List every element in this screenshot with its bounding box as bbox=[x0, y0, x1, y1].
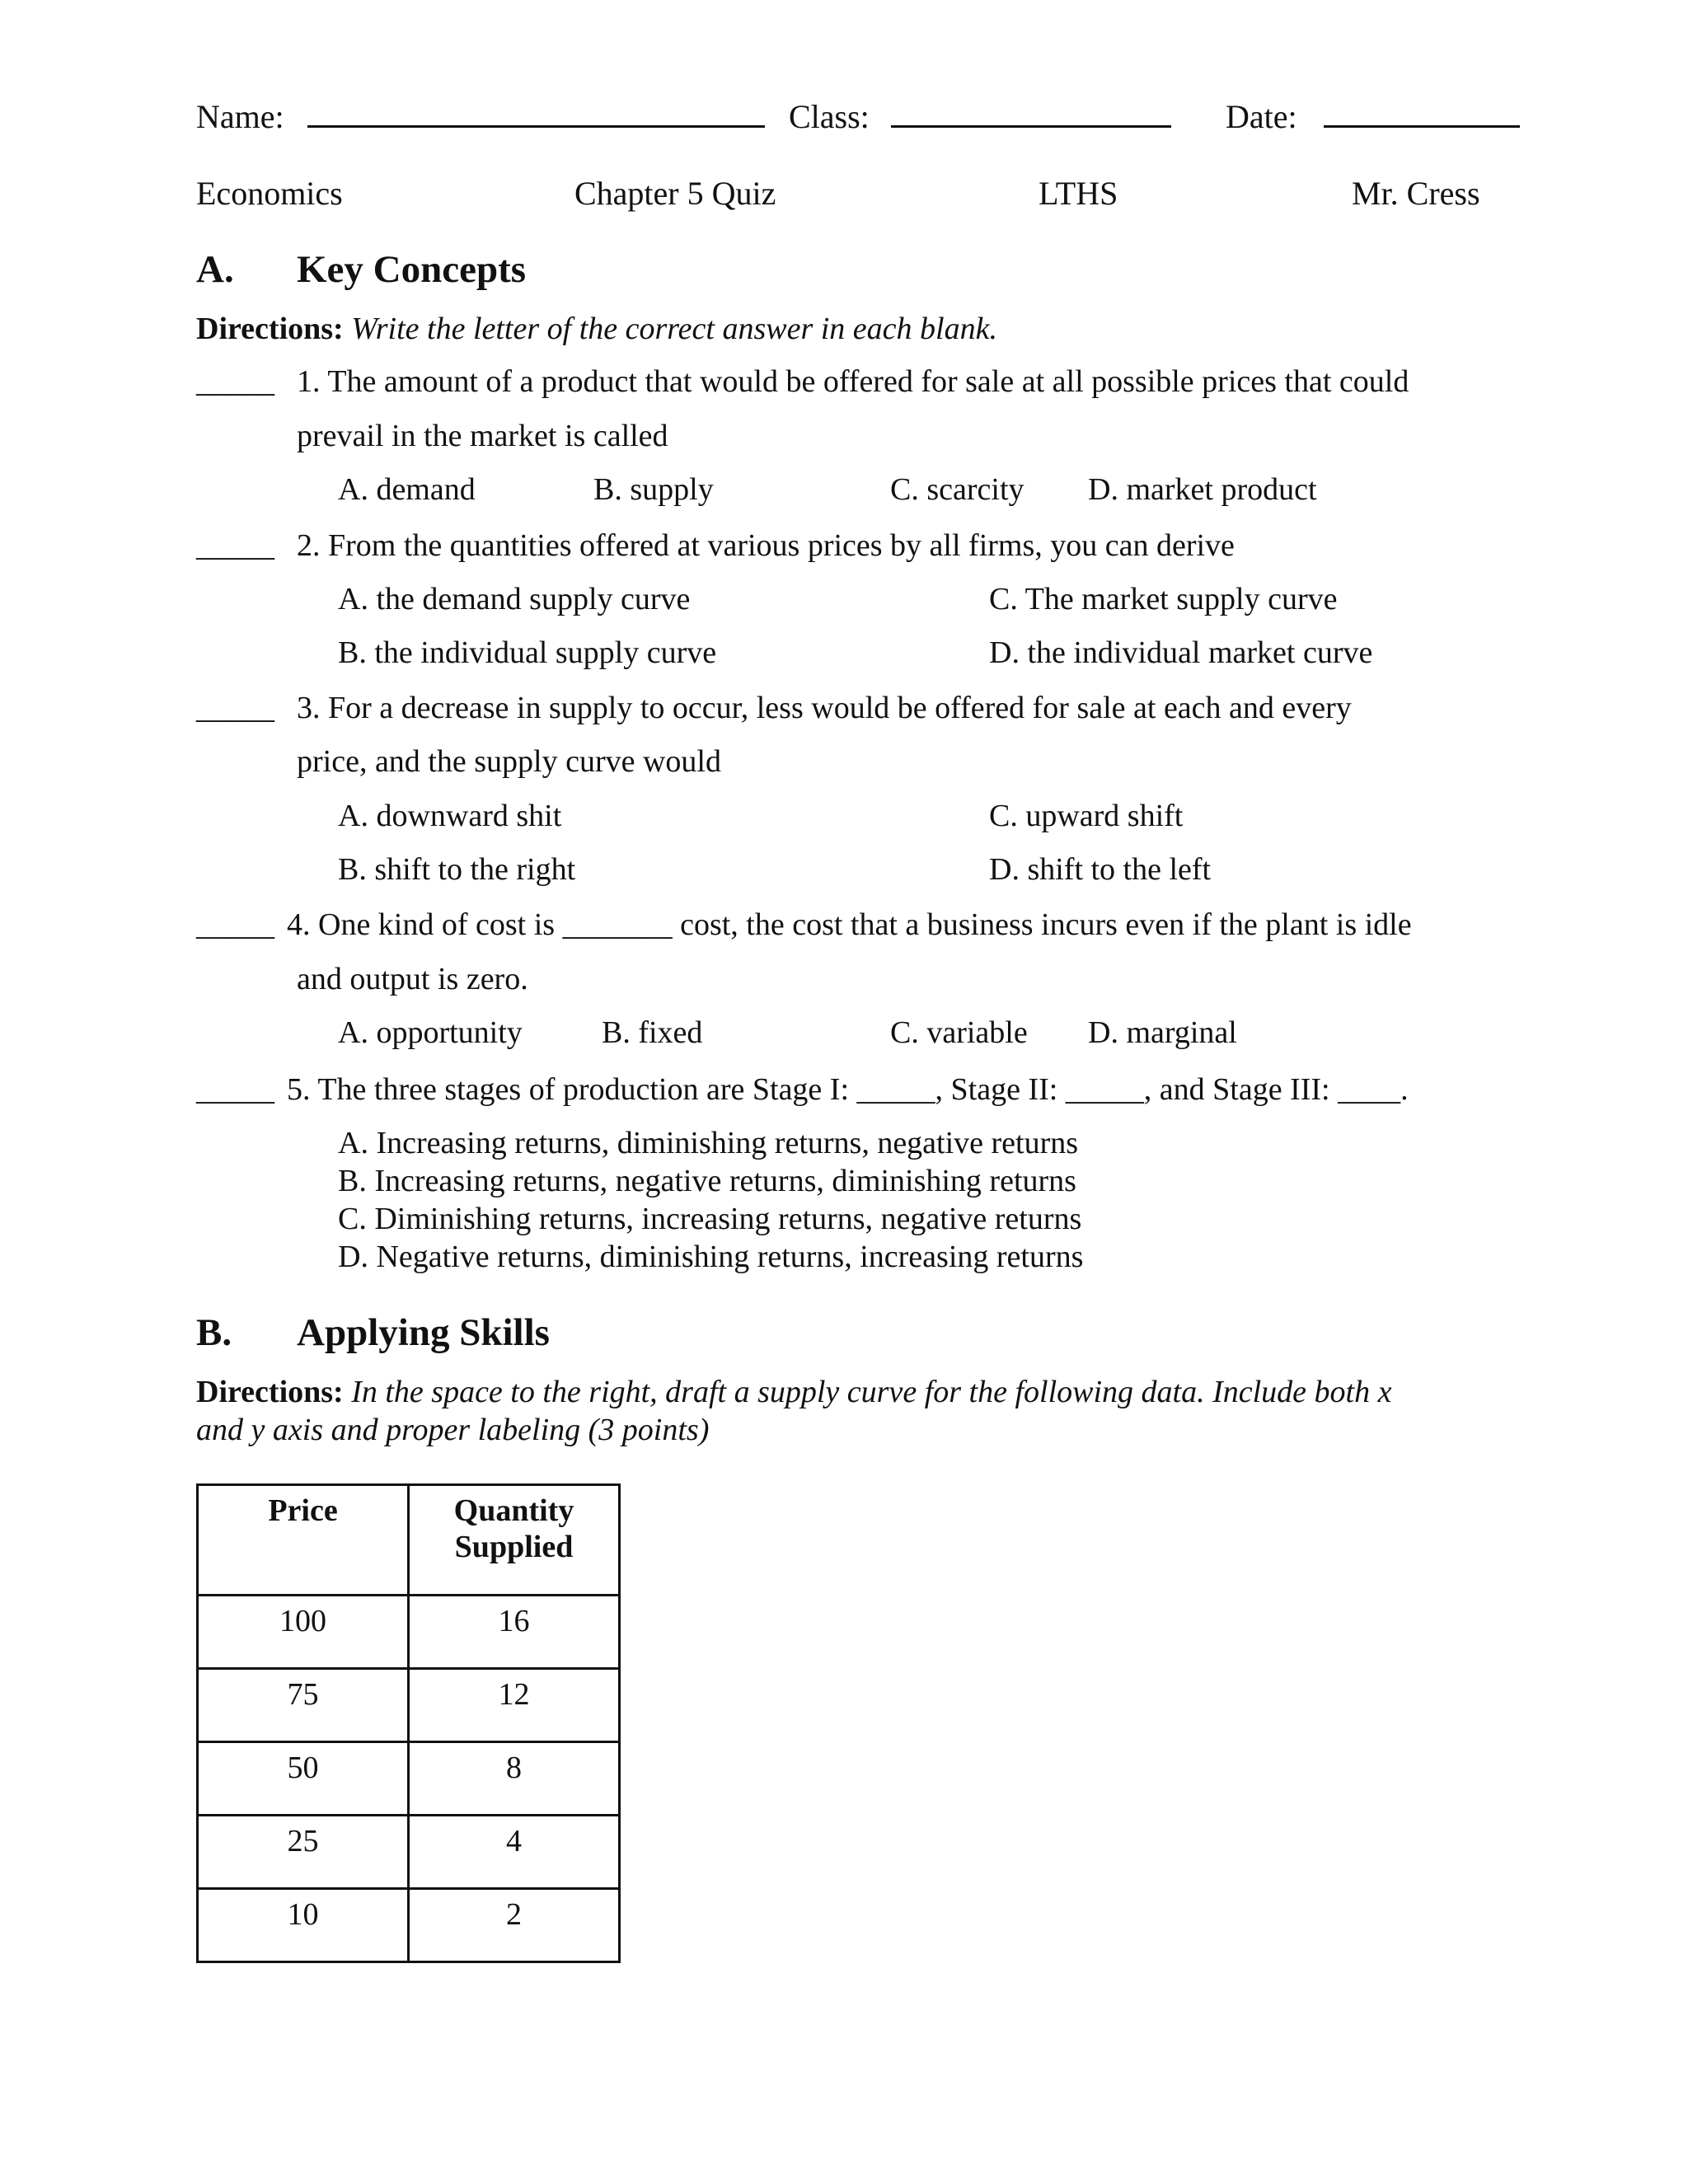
name-blank[interactable] bbox=[307, 125, 765, 128]
directions-text: Write the letter of the correct answer in each blank. bbox=[351, 312, 997, 346]
table-row bbox=[198, 1889, 620, 1962]
quantity-cell: 2 bbox=[409, 1889, 620, 1962]
class-field bbox=[789, 97, 1171, 136]
section-b-directions-label: Directions: bbox=[196, 1375, 344, 1409]
q1-option-b: B. supply bbox=[593, 472, 714, 507]
section-b-directions-line2: and y axis and proper labeling (3 points) bbox=[196, 1413, 710, 1447]
class-label: Class: bbox=[789, 98, 870, 135]
q3-answer-blank[interactable]: _____ bbox=[196, 691, 274, 725]
subject: Economics bbox=[196, 175, 343, 212]
q1-text-line1: 1. The amount of a product that would be offered for sale at all possible prices that could bbox=[297, 364, 1409, 399]
school: LTHS bbox=[1039, 175, 1118, 212]
q4-inline-blank[interactable]: _______ bbox=[562, 907, 673, 942]
q3-text-line2: price, and the supply curve would bbox=[297, 744, 721, 779]
q4-text-line2: and output is zero. bbox=[297, 962, 528, 996]
q4-text-part2: cost, the cost that a business incurs even if the plant is idle bbox=[680, 907, 1412, 942]
price-cell: 25 bbox=[198, 1816, 409, 1889]
q5-option-d: D. Negative returns, diminishing returns, increasing returns bbox=[338, 1240, 1084, 1274]
q3-option-a: A. downward shit bbox=[338, 799, 562, 833]
q1-option-c: C. scarcity bbox=[890, 472, 1025, 507]
q3-option-d: D. shift to the left bbox=[989, 852, 1212, 887]
quantity-cell: 8 bbox=[409, 1742, 620, 1816]
supply-data-table bbox=[196, 1483, 621, 1963]
name-label: Name: bbox=[196, 98, 284, 135]
quantity-cell: 12 bbox=[409, 1669, 620, 1742]
date-label: Date: bbox=[1226, 98, 1297, 135]
date-field bbox=[1226, 97, 1520, 136]
q2-option-b: B. the individual supply curve bbox=[338, 635, 717, 670]
q5-text-line1: 5. The three stages of production are Stage I: _____, Stage II: _____, and Stage III: ____. bbox=[287, 1072, 1409, 1107]
q5-option-b: B. Increasing returns, negative returns, diminishing returns bbox=[338, 1164, 1076, 1198]
price-cell: 10 bbox=[198, 1889, 409, 1962]
q1-text-line2: prevail in the market is called bbox=[297, 419, 668, 453]
section-b-letter: B. bbox=[196, 1311, 232, 1354]
q4-option-b: B. fixed bbox=[602, 1015, 703, 1050]
q1-option-a: A. demand bbox=[338, 472, 476, 507]
price-cell: 50 bbox=[198, 1742, 409, 1816]
quiz-title: Chapter 5 Quiz bbox=[574, 175, 776, 212]
q2-answer-blank[interactable]: _____ bbox=[196, 528, 274, 563]
class-blank[interactable] bbox=[891, 125, 1171, 128]
q2-option-c: C. The market supply curve bbox=[989, 582, 1338, 616]
table-header-row bbox=[198, 1485, 620, 1596]
name-field bbox=[196, 97, 765, 136]
table-row bbox=[198, 1596, 620, 1669]
table-row bbox=[198, 1742, 620, 1816]
price-cell: 75 bbox=[198, 1669, 409, 1742]
price-header: Price bbox=[198, 1485, 409, 1596]
q3-option-b: B. shift to the right bbox=[338, 852, 576, 887]
directions-label: Directions: bbox=[196, 312, 344, 346]
quantity-cell: 4 bbox=[409, 1816, 620, 1889]
q5-answer-blank[interactable]: _____ bbox=[196, 1072, 274, 1107]
q2-text-line1: 2. From the quantities offered at various prices by all firms, you can derive bbox=[297, 528, 1235, 563]
q3-text-line1: 3. For a decrease in supply to occur, less would be offered for sale at each and every bbox=[297, 691, 1352, 725]
section-b-directions-line1 bbox=[196, 1374, 1391, 1410]
section-b-title: Applying Skills bbox=[297, 1311, 550, 1354]
teacher: Mr. Cress bbox=[1352, 175, 1480, 212]
table-row bbox=[198, 1669, 620, 1742]
quantity-supplied-header bbox=[409, 1485, 620, 1596]
section-a-letter: A. bbox=[196, 248, 234, 291]
q2-option-d: D. the individual market curve bbox=[989, 635, 1373, 670]
q4-answer-blank[interactable]: _____ bbox=[196, 907, 274, 942]
q3-option-c: C. upward shift bbox=[989, 799, 1184, 833]
section-a-directions bbox=[196, 311, 997, 347]
section-b-directions-text1: In the space to the right, draft a supply curve for the following data. Include both x bbox=[351, 1375, 1392, 1409]
q4-text-part1: 4. One kind of cost is bbox=[287, 907, 556, 942]
section-a-title: Key Concepts bbox=[297, 248, 527, 291]
q4-text-line1 bbox=[287, 907, 1412, 943]
q4-option-d: D. marginal bbox=[1088, 1015, 1237, 1050]
date-blank[interactable] bbox=[1324, 125, 1520, 128]
q5-option-a: A. Increasing returns, diminishing returns, negative returns bbox=[338, 1126, 1079, 1160]
quantity-supplied-header-text: Quantity Supplied bbox=[453, 1493, 574, 1564]
q2-option-a: A. the demand supply curve bbox=[338, 582, 691, 616]
q4-option-c: C. variable bbox=[890, 1015, 1028, 1050]
q1-answer-blank[interactable]: _____ bbox=[196, 364, 274, 399]
q1-option-d: D. market product bbox=[1088, 472, 1317, 507]
q4-option-a: A. opportunity bbox=[338, 1015, 523, 1050]
price-cell: 100 bbox=[198, 1596, 409, 1669]
table-row bbox=[198, 1816, 620, 1889]
quantity-cell: 16 bbox=[409, 1596, 620, 1669]
q5-option-c: C. Diminishing returns, increasing returns, negative returns bbox=[338, 1202, 1082, 1236]
